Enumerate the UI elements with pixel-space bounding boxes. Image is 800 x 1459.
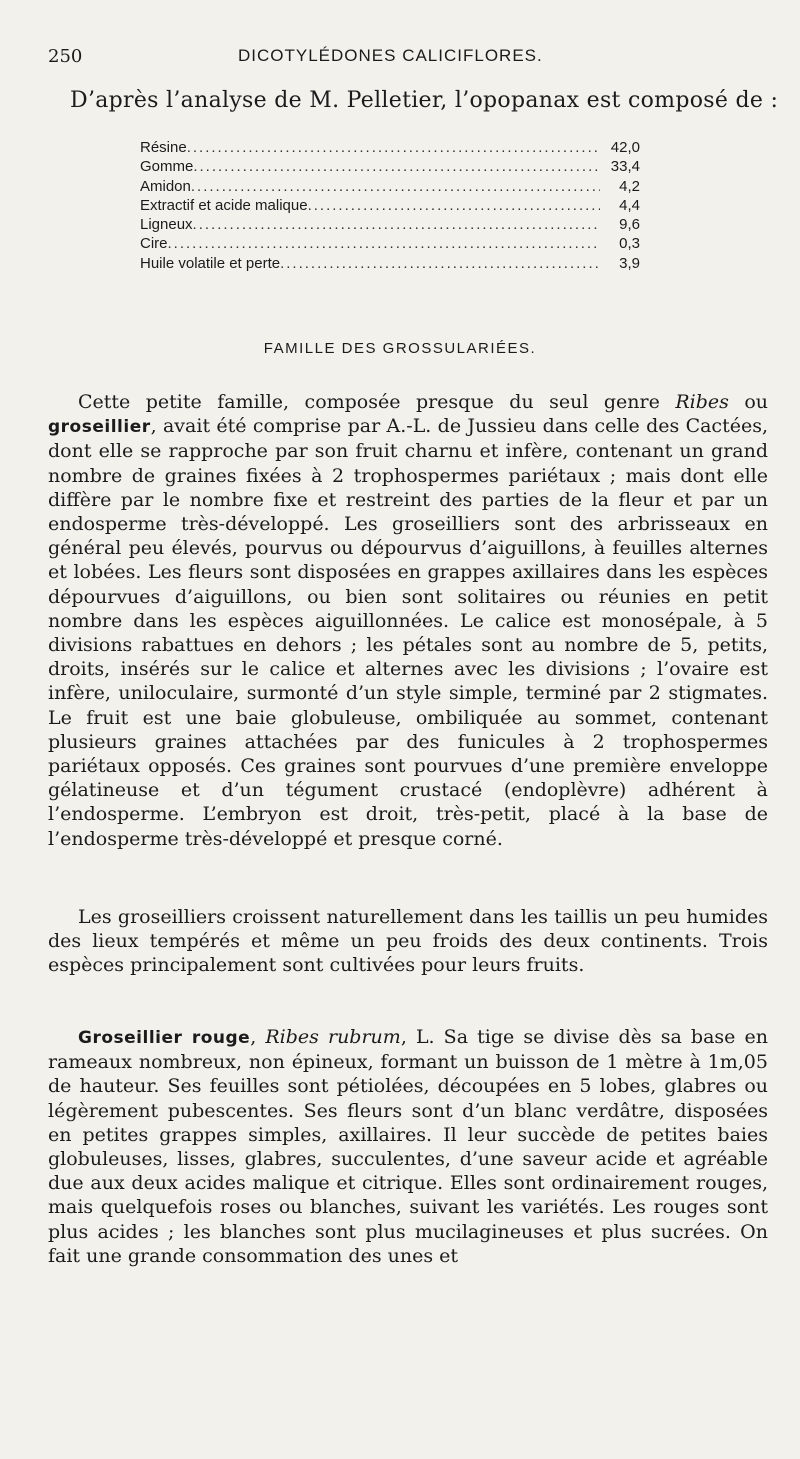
paragraph-red-currant: Groseillier rouge, Ribes rubrum, L. Sa tige se divise dès sa base en rameaux nombreux, non épineux, formant un buisson de 1 mètre à 1m,05 de hauteur. Ses feuilles sont pétiolées, découpées en 5 lobes, glabres ou légèrement pubescentes. Ses fleurs sont d’un blanc verdâtre, disposées en petites grappes simples, axillaires. Il leur succède de petites baies globuleuses, lisses, glabres, succulentes, d’une saveur acide et agréable due aux deux acides malique et citrique. Elles sont ordinairement rouges, mais quelquefois roses ou blanches, suivant les variétés. Les rouges sont plus acides ; les blanches sont plus mucilagineuses et plus sucrées. On fait une grande consommation des unes et [48, 1026, 768, 1267]
analysis-row: Extractif et acide malique ..... 4,4 [140, 196, 640, 215]
paragraph-family-description: Cette petite famille, composée presque du seul genre Ribes ou groseillier, avait été comprise par A.-L. de Jussieu dans celle des Cactées, dont elle se rapproche par son fruit charnu et infère, contenant un grand nombre de graines fixées à 2 trophospermes pariétaux ; mais dont elle diffère par le nombre fixe et restreint des parties de la fleur et par un endosperme très-développé. Les groseilliers sont des arbrisseaux en général peu élevés, pourvus ou dépourvus d’aiguillons, à feuilles alternes et lobées. Les fleurs sont disposées en grappes axillaires dans les espèces dépourvues d’aiguillons, ou bien sont solitaires ou réunies en petit nombre dans les espèces aiguillonnées. Le calice est monosépale, à 5 divisions rabattues en dehors ; les pétales sont au nombre de 5, petits, droits, insérés sur le calice et alternes avec les divisions ; l’ovaire est infère, uniloculaire, surmonté d’un style simple, terminé par 2 stigmates. Le fruit est une baie globuleuse, ombiliquée au sommet, contenant plusieurs graines attachées par des funicules à 2 trophospermes pariétaux opposés. Ces graines sont pourvues d’une première enveloppe gélatineuse et d’un tégument crustacé (endoplèvre) adhérent à l’endosperme. L’embryon est droit, très-petit, placé à la base de l’endosperme très-développé et presque corné. [48, 391, 769, 850]
running-title: DICOTYLÉDONES CALICIFLORES. [238, 46, 543, 65]
common-name: groseillier [48, 417, 151, 438]
analysis-row: Amidon ..... 4,2 [140, 177, 640, 196]
page-header [48, 46, 748, 74]
analysis-intro: D’après l’analyse de M. Pelletier, l’opopanax est composé de : [70, 88, 779, 113]
species-latin-name: Ribes rubrum [265, 1026, 401, 1048]
paragraph-habitat: Les groseilliers croissent naturellement dans les taillis un peu humides des lieux tempérés et même un peu froids des deux continents. Trois espèces principalement sont cultivées pour leurs fruits. [48, 906, 768, 977]
analysis-row: Gomme ..... 33,4 [140, 157, 640, 176]
analysis-table [140, 138, 640, 273]
analysis-row: Huile volatile et perte ..... 3,9 [140, 254, 640, 273]
analysis-row: Résine ..... 42,0 [140, 138, 640, 157]
page-number: 250 [48, 46, 83, 67]
genus-name: Ribes [675, 391, 729, 413]
analysis-row: Ligneux ..... 9,6 [140, 215, 640, 234]
analysis-row: Cire ..... 0,3 [140, 234, 640, 253]
family-heading: FAMILLE DES GROSSULARIÉES. [263, 340, 537, 357]
species-heading: Groseillier rouge [78, 1028, 251, 1048]
